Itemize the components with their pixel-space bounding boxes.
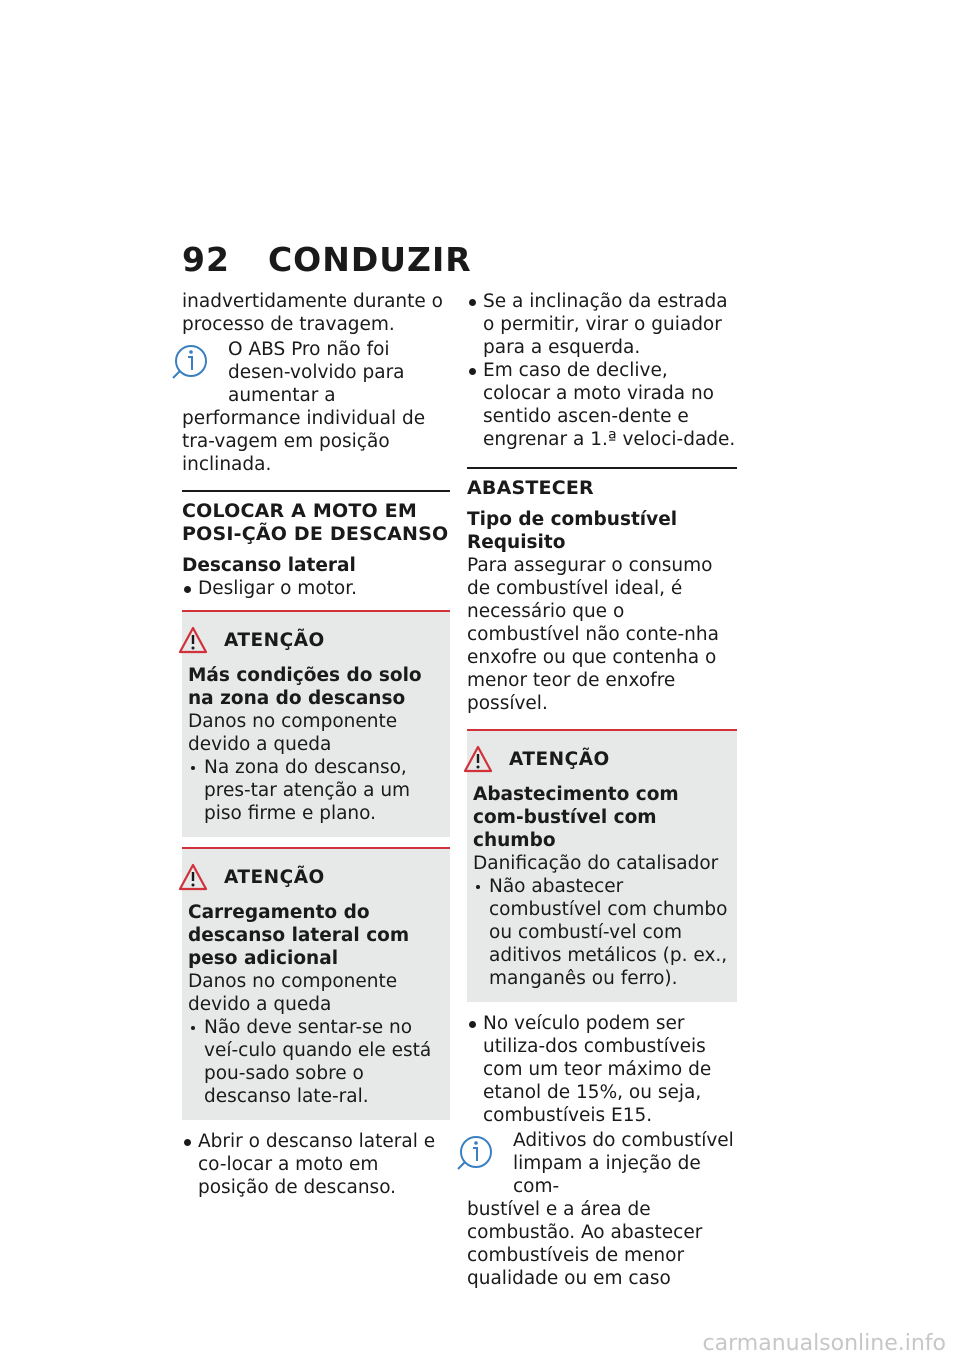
subsection-title: Requisito	[467, 532, 566, 553]
paragraph: Para assegurar o consumo de combustível ideal, é necessário que o combustível não conte-nha enxofre ou que contenha o menor teor de enxofre possível.	[467, 555, 719, 714]
warning-box	[182, 610, 450, 837]
info-note-additives	[467, 1129, 737, 1290]
warning-title: Carregamento do descanso lateral com peso adicional	[188, 902, 410, 969]
bullet-item: Desligar o motor.	[182, 577, 450, 600]
warning-box	[182, 847, 450, 1120]
warning-title: Más condições do solo na zona do descanso	[188, 665, 422, 709]
section-title-descanso: COLOCAR A MOTO EM POSI-ÇÃO DE DESCANSO	[182, 500, 449, 545]
left-column	[182, 290, 450, 1199]
bullet-item: No veículo podem ser utiliza-dos combustíveis com um teor máximo de etanol de 15%, ou seja, combustíveis E15.	[467, 1012, 737, 1127]
watermark: carmanualsonline.info	[702, 1331, 946, 1356]
warning-body: Danificação do catalisador	[473, 853, 719, 874]
info-note-rest: performance individual de tra-vagem em posição inclinada.	[182, 408, 426, 475]
warning-label: ATENÇÃO	[224, 866, 325, 888]
right-column	[467, 290, 737, 1290]
info-note-abs	[182, 338, 450, 476]
warning-label: ATENÇÃO	[224, 629, 325, 651]
info-note-rest: bustível e a área de combustão. Ao abastecer combustíveis de menor qualidade ou em caso	[467, 1199, 703, 1289]
bullet-item: Em caso de declive, colocar a moto virada no sentido ascen-dente e engrenar a 1.ª veloci-dade.	[467, 359, 737, 451]
warning-triangle-icon	[178, 863, 208, 891]
info-icon	[170, 340, 210, 382]
info-note-first: O ABS Pro não foi desen-volvido para aumentar a	[228, 339, 405, 406]
warning-body: Danos no componente devido a queda	[188, 711, 398, 755]
warning-item: Não deve sentar-se no veí-culo quando ele está pou-sado sobre o descanso late-ral.	[188, 1016, 444, 1108]
section-divider	[182, 490, 450, 492]
subsection-title: Tipo de combustível	[467, 509, 678, 530]
page-header	[182, 240, 472, 279]
section-title-abastecer: ABASTECER	[467, 477, 594, 499]
info-note-first: Aditivos do combustível limpam a injeção de com-	[513, 1130, 734, 1197]
page-number: 92	[182, 240, 230, 279]
warning-item: Não abastecer combustível com chumbo ou combustí-vel com aditivos metálicos (p. ex., manganês ou ferro).	[473, 875, 731, 990]
warning-triangle-icon	[463, 745, 493, 773]
subsection-title: Descanso lateral	[182, 555, 356, 576]
bullet-item: Abrir o descanso lateral e co-locar a moto em posição de descanso.	[182, 1130, 450, 1199]
page-title: CONDUZIR	[267, 240, 472, 279]
warning-label: ATENÇÃO	[509, 748, 610, 770]
bullet-item: Se a inclinação da estrada o permitir, virar o guiador para a esquerda.	[467, 290, 737, 359]
warning-box	[467, 729, 737, 1002]
warning-body: Danos no componente devido a queda	[188, 971, 398, 1015]
warning-header	[192, 626, 444, 654]
section-divider	[467, 467, 737, 469]
warning-triangle-icon	[178, 626, 208, 654]
intro-text: inadvertidamente durante o processo de travagem.	[182, 291, 443, 335]
info-icon	[455, 1131, 495, 1173]
warning-title: Abastecimento com com-bustível com chumbo	[473, 784, 679, 851]
warning-item: Na zona do descanso, pres-tar atenção a um piso firme e plano.	[188, 756, 444, 825]
warning-header	[477, 745, 731, 773]
warning-header	[192, 863, 444, 891]
